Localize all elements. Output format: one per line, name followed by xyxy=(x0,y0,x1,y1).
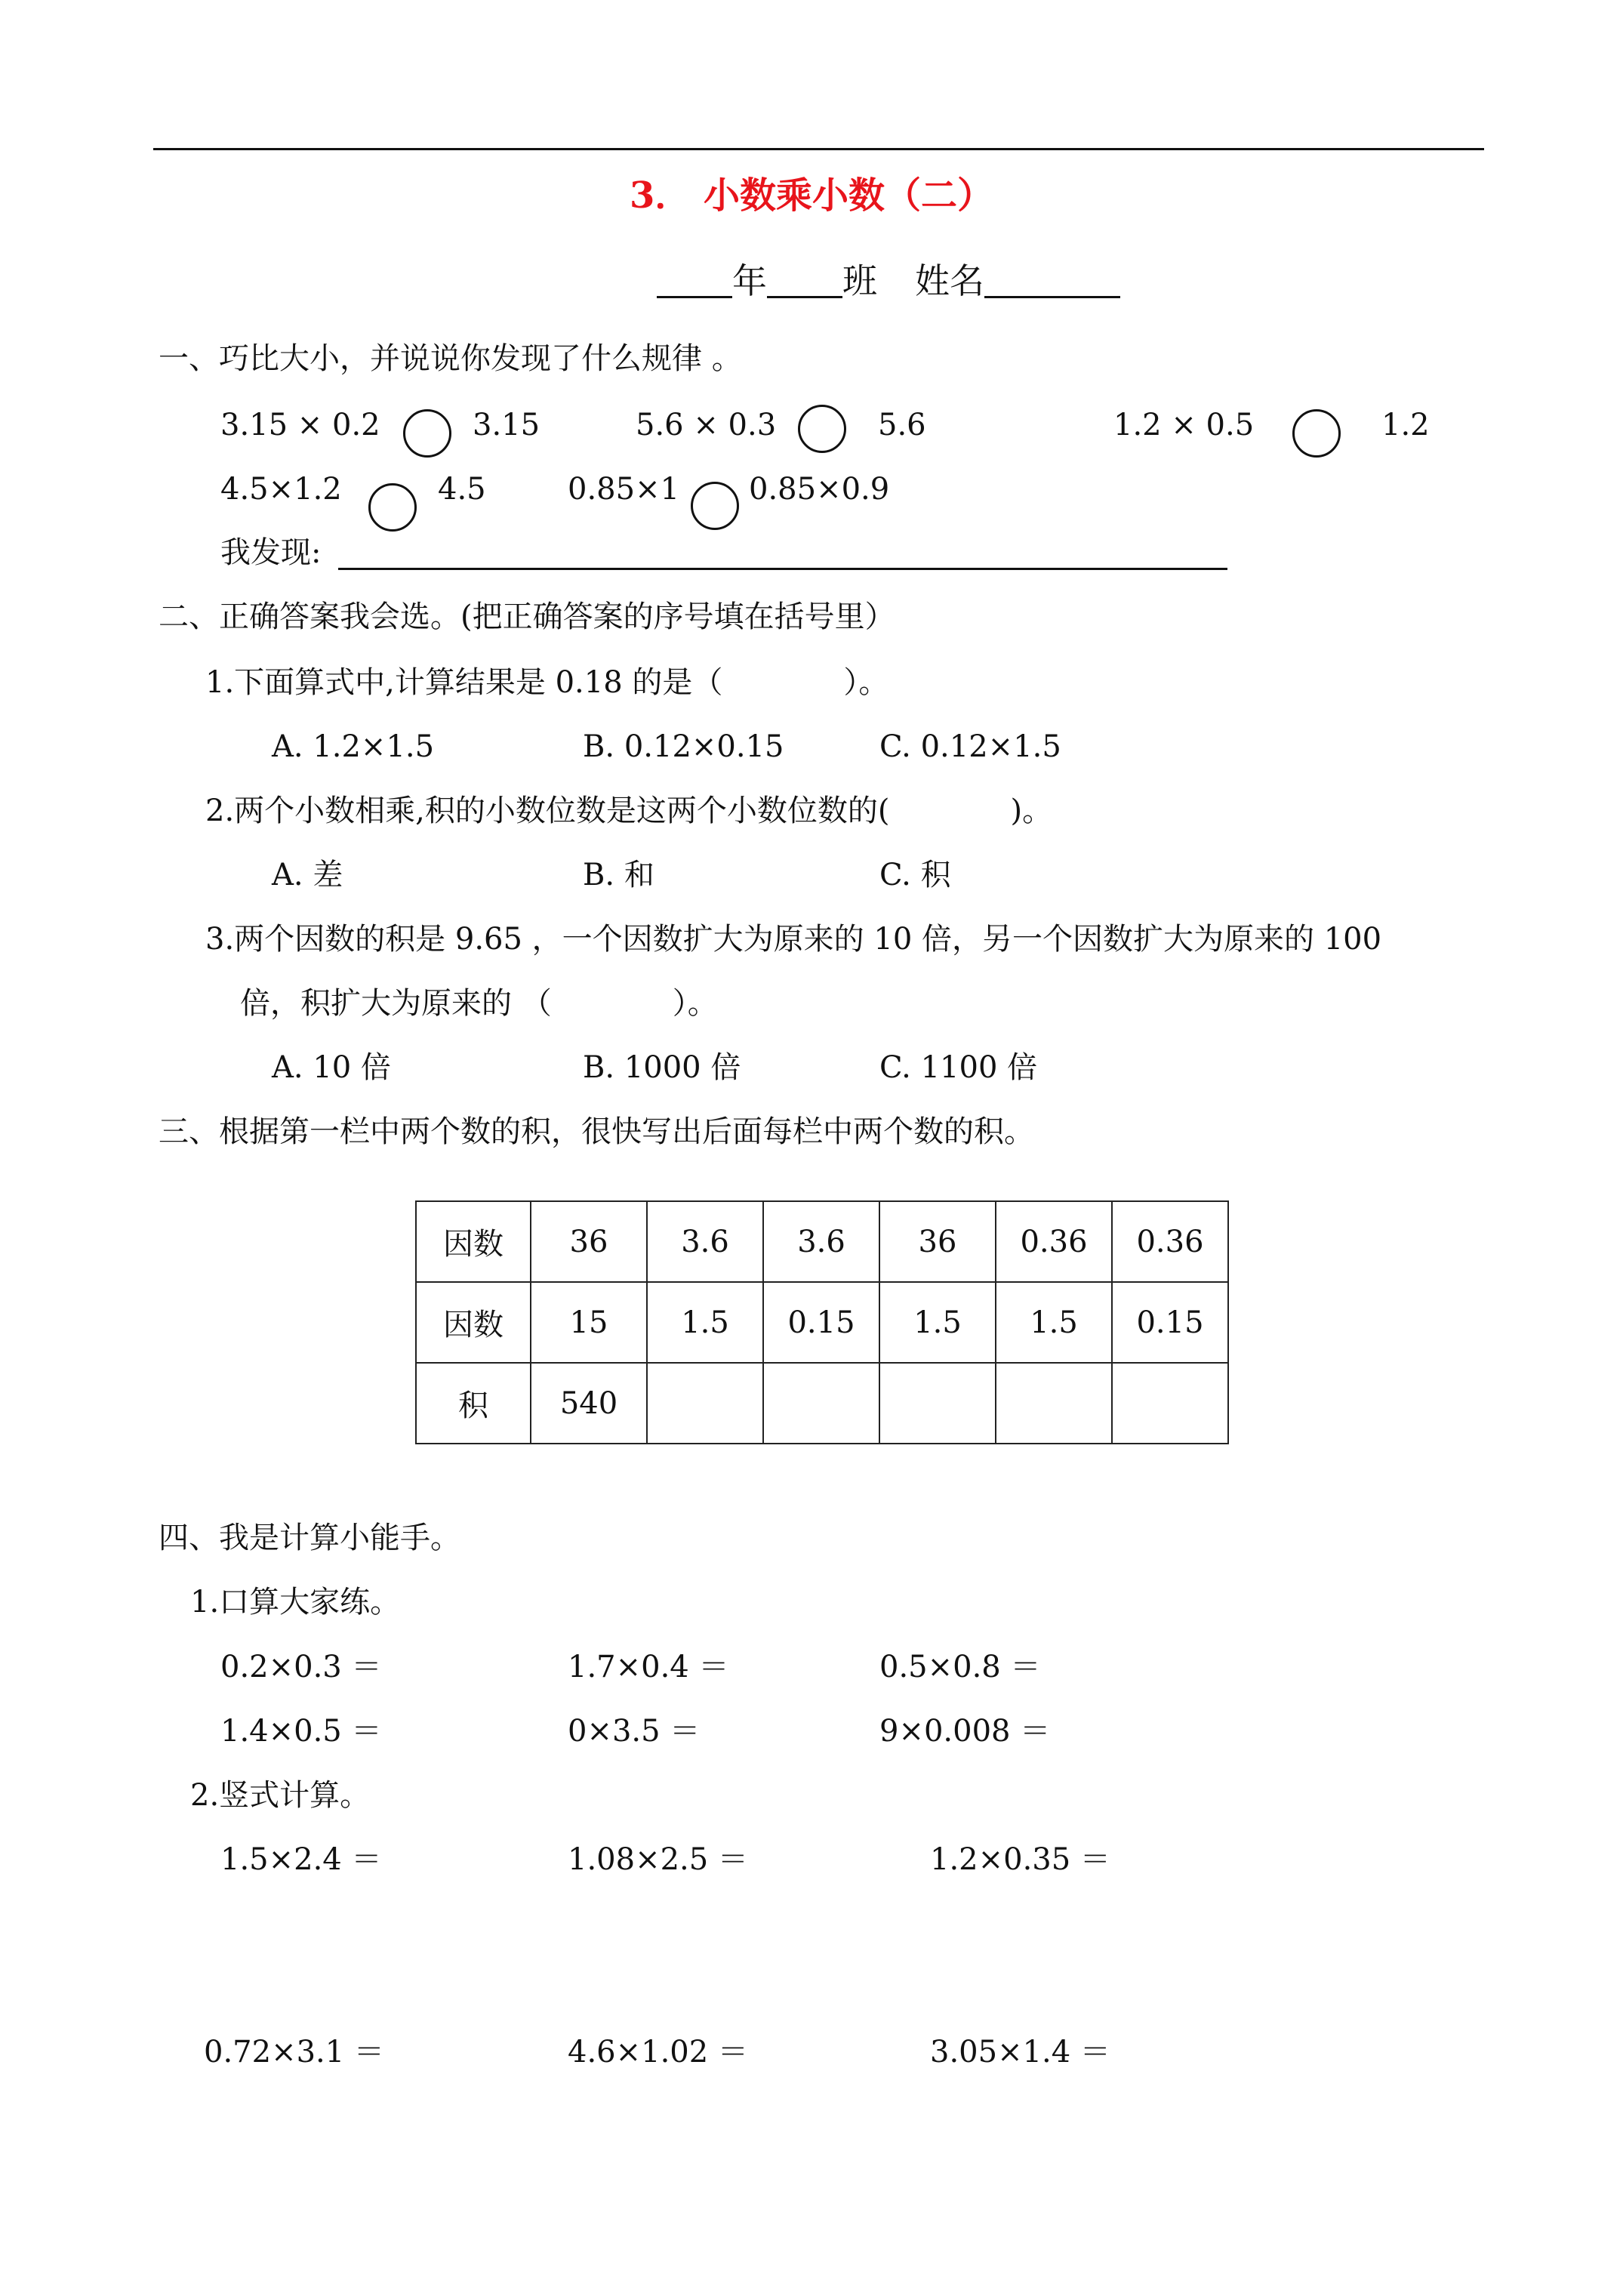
table-row xyxy=(416,1282,1228,1363)
compare-left: 0.85×1 xyxy=(568,472,680,507)
table-cell: 3.6 xyxy=(647,1201,763,1282)
oral-problem: 1.4×0.5 ＝ xyxy=(220,1714,382,1749)
table-cell: 0.15 xyxy=(1112,1282,1228,1363)
vertical-problem: 1.08×2.5 ＝ xyxy=(568,1842,748,1877)
option-c[interactable]: C. 积 xyxy=(879,858,951,892)
finding-answer-line[interactable] xyxy=(338,568,1227,570)
section3-heading: 三、根据第一栏中两个数的积，很快写出后面每栏中两个数的积。 xyxy=(159,1114,1034,1149)
table-cell: 3.6 xyxy=(763,1201,879,1282)
compare-left: 3.15 × 0.2 xyxy=(220,408,380,442)
top-rule xyxy=(153,148,1484,150)
compare-circle[interactable] xyxy=(403,409,451,458)
option-a[interactable]: A. 10 倍 xyxy=(272,1050,391,1085)
oral-problem: 1.7×0.4 ＝ xyxy=(568,1650,729,1684)
row-label: 积 xyxy=(416,1363,531,1444)
section2-heading: 二、正确答案我会选。(把正确答案的序号填在括号里） xyxy=(159,599,895,634)
compare-circle[interactable] xyxy=(691,482,739,530)
option-a[interactable]: A. 差 xyxy=(272,858,343,892)
class-label: 班 xyxy=(842,260,877,301)
answer-cell[interactable] xyxy=(647,1363,763,1444)
table-row xyxy=(416,1201,1228,1282)
compare-right: 1.2 xyxy=(1381,408,1430,442)
table-cell: 1.5 xyxy=(879,1282,996,1363)
compare-left: 5.6 × 0.3 xyxy=(636,408,777,442)
compare-right: 0.85×0.9 xyxy=(749,472,890,507)
section4-heading: 四、我是计算小能手。 xyxy=(159,1521,460,1555)
option-b[interactable]: B. 和 xyxy=(583,858,654,892)
section1-heading: 一、巧比大小，并说说你发现了什么规律 。 xyxy=(159,341,742,376)
table-cell: 0.36 xyxy=(996,1201,1112,1282)
name-label: 姓名 xyxy=(915,260,984,301)
question-3-text-cont: 倍，积扩大为原来的 （ ）。 xyxy=(240,986,718,1021)
table-cell: 1.5 xyxy=(996,1282,1112,1363)
compare-right: 3.15 xyxy=(473,408,540,442)
answer-cell[interactable] xyxy=(1112,1363,1228,1444)
student-info-line xyxy=(657,260,1120,301)
table-row xyxy=(416,1363,1228,1444)
option-a[interactable]: A. 1.2×1.5 xyxy=(272,729,435,764)
option-c[interactable]: C. 0.12×1.5 xyxy=(879,729,1061,764)
sub-heading-oral: 1.口算大家练。 xyxy=(190,1585,401,1620)
compare-left: 1.2 × 0.5 xyxy=(1113,408,1255,442)
compare-left: 4.5×1.2 xyxy=(220,472,342,507)
table-cell: 15 xyxy=(531,1282,647,1363)
finding-label: 我发现: xyxy=(220,535,322,570)
option-b[interactable]: B. 0.12×0.15 xyxy=(583,729,784,764)
answer-cell[interactable] xyxy=(996,1363,1112,1444)
vertical-problem: 0.72×3.1 ＝ xyxy=(204,2035,384,2069)
class-blank[interactable] xyxy=(767,263,842,298)
option-c[interactable]: C. 1100 倍 xyxy=(879,1050,1038,1085)
table-cell: 36 xyxy=(531,1201,647,1282)
compare-circle[interactable] xyxy=(368,483,417,532)
option-b[interactable]: B. 1000 倍 xyxy=(583,1050,741,1085)
question-2-text: 2.两个小数相乘,积的小数位数是这两个小数位数的( )。 xyxy=(205,794,1053,828)
oral-problem: 0×3.5 ＝ xyxy=(568,1714,701,1749)
answer-cell[interactable] xyxy=(763,1363,879,1444)
factor-table xyxy=(415,1200,1229,1444)
table-cell: 540 xyxy=(531,1363,647,1444)
compare-right: 4.5 xyxy=(438,472,486,507)
grade-label: 年 xyxy=(732,260,767,301)
vertical-problem: 4.6×1.02 ＝ xyxy=(568,2035,748,2069)
compare-circle[interactable] xyxy=(1292,409,1341,458)
grade-blank[interactable] xyxy=(657,263,732,298)
compare-circle[interactable] xyxy=(798,405,846,453)
page-title: 3． 小数乘小数（二） xyxy=(629,174,994,217)
table-cell: 1.5 xyxy=(647,1282,763,1363)
sub-heading-vertical: 2.竖式计算。 xyxy=(190,1778,371,1813)
answer-cell[interactable] xyxy=(879,1363,996,1444)
table-cell: 0.15 xyxy=(763,1282,879,1363)
name-blank[interactable] xyxy=(984,263,1120,298)
row-label: 因数 xyxy=(416,1282,531,1363)
row-label: 因数 xyxy=(416,1201,531,1282)
compare-right: 5.6 xyxy=(878,408,926,442)
oral-problem: 0.5×0.8 ＝ xyxy=(879,1650,1041,1684)
vertical-problem: 1.2×0.35 ＝ xyxy=(930,1842,1110,1877)
table-cell: 0.36 xyxy=(1112,1201,1228,1282)
vertical-problem: 1.5×2.4 ＝ xyxy=(220,1842,382,1877)
question-3-text: 3.两个因数的积是 9.65 ，一个因数扩大为原来的 10 倍，另一个因数扩大为原来的 100 xyxy=(205,922,1382,957)
oral-problem: 9×0.008 ＝ xyxy=(879,1714,1051,1749)
vertical-problem: 3.05×1.4 ＝ xyxy=(930,2035,1110,2069)
table-cell: 36 xyxy=(879,1201,996,1282)
question-1-text: 1.下面算式中,计算结果是 0.18 的是（ ）。 xyxy=(205,665,889,700)
oral-problem: 0.2×0.3 ＝ xyxy=(220,1650,382,1684)
